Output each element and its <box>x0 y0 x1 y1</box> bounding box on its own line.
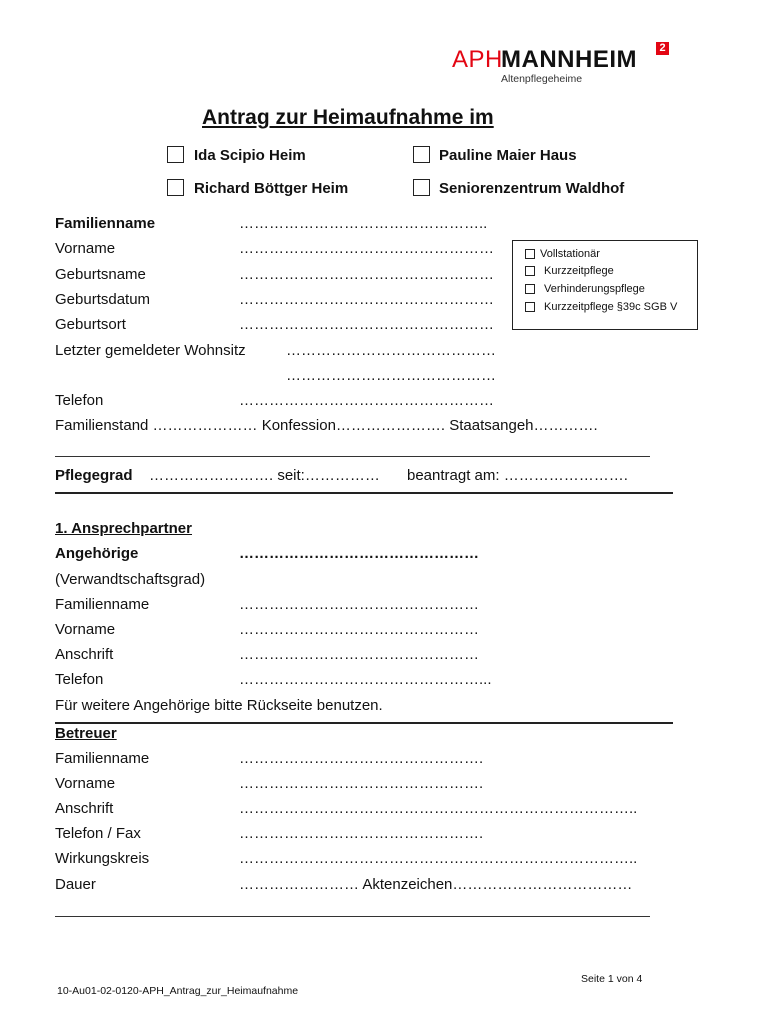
betreuer-vorname-label: Vorname <box>55 775 116 792</box>
section-rule <box>55 722 673 724</box>
geburtsdatum-field[interactable]: …………………………………………… <box>239 291 494 308</box>
familienstand-konfession-staatsangeh[interactable]: Familienstand ………………… Konfession…………………. Staatsangeh…………. <box>55 417 598 434</box>
separator-line <box>55 456 650 457</box>
angehoerige-field[interactable]: ………………………………………… <box>239 545 479 562</box>
pflegegrad-label: Pflegegrad <box>55 467 133 484</box>
checkbox[interactable] <box>413 179 430 196</box>
betreuer-familienname-field[interactable]: …………………………………………. <box>239 750 484 767</box>
section-rule <box>55 492 673 494</box>
care-label: Vollstationär <box>540 248 600 260</box>
wirkungskreis-label: Wirkungskreis <box>55 850 150 867</box>
betreuer-telefon-field[interactable]: …………………………………………. <box>239 825 484 842</box>
angehoerige-hint: Für weitere Angehörige bitte Rückseite benutzen. <box>55 697 383 714</box>
angeh-telefon-label: Telefon <box>55 671 104 688</box>
dauer-label: Dauer <box>55 876 96 893</box>
checkbox[interactable] <box>167 146 184 163</box>
angeh-vorname-field[interactable]: ………………………………………… <box>239 621 479 638</box>
home-label: Seniorenzentrum Waldhof <box>439 180 625 197</box>
geburtsdatum-label: Geburtsdatum <box>55 291 151 308</box>
pflegegrad-field[interactable]: ……………………. seit:…………… <box>149 467 380 484</box>
care-label: Verhinderungspflege <box>544 283 645 295</box>
angehoerige-label: Angehörige <box>55 545 139 562</box>
checkbox[interactable] <box>525 302 535 312</box>
verwandtschaftsgrad-label: (Verwandtschaftsgrad) <box>55 571 206 588</box>
home-label: Pauline Maier Haus <box>439 147 577 164</box>
wohnsitz-field-2[interactable]: …………………………………… <box>286 367 496 384</box>
telefon-field[interactable]: …………………………………………… <box>239 392 494 409</box>
betreuer-telefon-label: Telefon / Fax <box>55 825 141 842</box>
wohnsitz-field-1[interactable]: …………………………………… <box>286 342 496 359</box>
angeh-anschrift-field[interactable]: ………………………………………… <box>239 646 479 663</box>
betreuer-anschrift-field[interactable]: …………………………………………………………………….. <box>239 800 638 817</box>
beantragt-field[interactable]: beantragt am: ……………………. <box>407 467 628 484</box>
logo <box>452 42 682 90</box>
betreuer-familienname-label: Familienname <box>55 750 150 767</box>
familienname-field[interactable]: ………………………………………….. <box>239 215 488 232</box>
dauer-aktenzeichen-field[interactable]: …………………… Aktenzeichen……………………………… <box>239 876 633 893</box>
logo-mannheim: MANNHEIM <box>501 46 637 73</box>
telefon-label: Telefon <box>55 392 104 409</box>
geburtsort-label: Geburtsort <box>55 316 126 333</box>
angeh-familienname-field[interactable]: ………………………………………… <box>239 596 479 613</box>
home-label: Richard Böttger Heim <box>194 180 349 197</box>
angeh-anschrift-label: Anschrift <box>55 646 114 663</box>
separator-line <box>55 916 650 917</box>
checkbox[interactable] <box>167 179 184 196</box>
vorname-field[interactable]: …………………………………………… <box>239 240 494 257</box>
familienname-label: Familienname <box>55 215 156 232</box>
wirkungskreis-field[interactable]: …………………………………………………………………….. <box>239 850 638 867</box>
geburtsort-field[interactable]: …………………………………………… <box>239 316 494 333</box>
page-number: Seite 1 von 4 <box>581 973 643 985</box>
betreuer-anschrift-label: Anschrift <box>55 800 114 817</box>
care-type-box <box>512 240 698 330</box>
logo-badge: 2 <box>656 42 669 55</box>
geburtsname-field[interactable]: …………………………………………… <box>239 266 494 283</box>
checkbox[interactable] <box>525 249 535 259</box>
care-label: Kurzzeitpflege <box>544 265 614 277</box>
vorname-label: Vorname <box>55 240 116 257</box>
angeh-vorname-label: Vorname <box>55 621 116 638</box>
angeh-familienname-label: Familienname <box>55 596 150 613</box>
betreuer-heading: Betreuer <box>55 725 117 742</box>
checkbox[interactable] <box>413 146 430 163</box>
logo-aph: APH <box>452 46 503 73</box>
home-label: Ida Scipio Heim <box>194 147 306 164</box>
logo-subtitle: Altenpflegeheime <box>501 73 583 85</box>
betreuer-vorname-field[interactable]: …………………………………………. <box>239 775 484 792</box>
wohnsitz-label: Letzter gemeldeter Wohnsitz <box>55 342 246 359</box>
document-id: 10-Au01-02-0120-APH_Antrag_zur_Heimaufnahme <box>57 985 299 997</box>
geburtsname-label: Geburtsname <box>55 266 146 283</box>
checkbox[interactable] <box>525 266 535 276</box>
ansprechpartner-heading: 1. Ansprechpartner <box>55 520 192 537</box>
care-label: Kurzzeitpflege §39c SGB V <box>544 301 678 313</box>
page-title: Antrag zur Heimaufnahme im <box>202 106 494 129</box>
angeh-telefon-field[interactable]: …………………………………………... <box>239 671 492 688</box>
checkbox[interactable] <box>525 284 535 294</box>
